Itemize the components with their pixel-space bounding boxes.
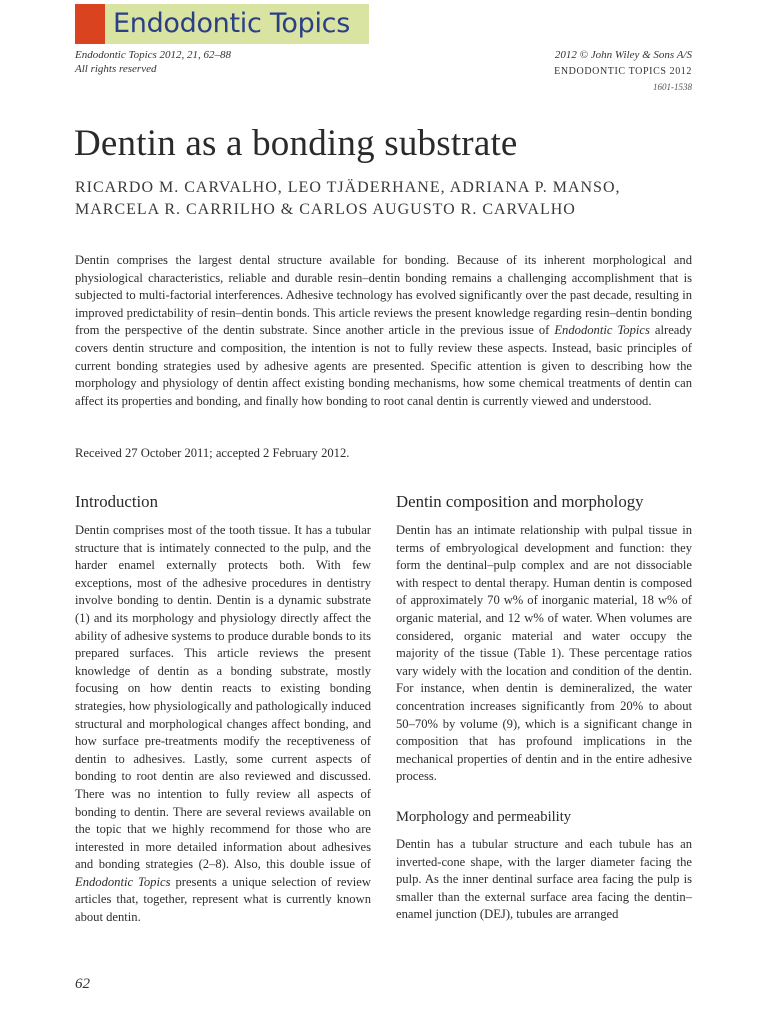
citation: Endodontic Topics 2012, 21, 62–88 [75,49,232,61]
permeability-text: Dentin has a tubular structure and each tubule has an inverted-cone shape, with the larger diameter facing the pulp. As the inner dentinal surface area facing the pulp is smaller than the external surface area facing the dentin–enamel junction (DEJ), tubules are arranged [396,836,692,922]
banner-accent [75,4,105,44]
citation-block [75,48,231,76]
introduction-text [75,522,371,927]
permeability-heading: Morphology and permeability [396,808,572,825]
composition-heading: Dentin composition and morphology [396,492,644,511]
issn: 1601-1538 [653,82,692,92]
left-column [75,492,371,927]
page-number: 62 [75,976,90,992]
article-title: Dentin as a bonding substrate [74,123,518,164]
introduction-text-2: presents a unique selection of review articles that, together, represent what is currently known about dentin. [75,874,371,925]
introduction-text-1: Dentin comprises most of the tooth tissue. It has a tubular structure that is intimately connected to the pulp, and the harder enamel externally protects both. With few exceptions, most of the adhesive procedures in dentistry involve bonding to dentin. Dentin is a dynamic substrate (1) and its morphology and physiology directly affect the ability of adhesive systems to produce durable bonds to its prepared surfaces. This article reviews the present knowledge of dentin as a bonding substrate, mostly focusing on how dentin reacts to existing bonding strategies, how physiologically and pathologically induced structural and morphological changes affect bonding, and how surface pre-treatments modify the receptiveness of dentin to adhesives. Lastly, some current aspects of bonding to root dentin are also reviewed and discussed. There was no intention to fully review all aspects of bonding to dentin. There are several reviews available on the topic that we highly recommend for those who are interested in more detailed information about adhesives and bonding strategies (2–8). Also, this double issue of [75,523,371,872]
right-column [396,492,692,924]
abstract-text-1: Dentin comprises the largest dental structure available for bonding. Because of its inherent morphological and physiological characteristics, reliable and durable resin–dentin bonding remains a challenging accomplishment that is subjected to multi-factorial interferences. Adhesive technology has evolved significantly over the past decade, resulting in improved predictability of resin–dentin bonds. This article reviews the present knowledge regarding resin–dentin bonding from the perspective of the dentin substrate. Since another article in the previous issue of [75,253,692,338]
received-dates: Received 27 October 2011; accepted 2 February 2012. [75,446,350,460]
abstract-text-2: already covers dentin structure and composition, the intention is not to fully review these aspects. Instead, basic principles of current bonding strategies used by adhesive agents are presented. Specific attention is given to describing how the morphology and physiology of dentin affect existing bonding mechanisms, how some chemical treatments of dentin can affect its properties and bonding, and finally how bonding to root canal dentin is currently viewed and understood. [75,323,692,408]
rights-statement: All rights reserved [75,63,157,75]
publisher-block [554,48,692,94]
abstract-journal-ref: Endodontic Topics [554,323,650,338]
journal-banner-title: Endodontic Topics [113,8,350,39]
authors-line-1: RICARDO M. CARVALHO, LEO TJÄDERHANE, ADRIANA P. MANSO, [75,179,621,196]
journal-name: ENDODONTIC TOPICS 2012 [554,66,692,77]
author-list [75,177,715,221]
journal-banner [75,4,369,44]
abstract [75,252,692,410]
copyright: 2012 © John Wiley & Sons A/S [554,49,692,61]
introduction-journal-ref: Endodontic Topics [75,874,171,889]
authors-line-2: MARCELA R. CARRILHO & CARLOS AUGUSTO R. CARVALHO [75,201,576,218]
composition-text: Dentin has an intimate relationship with pulpal tissue in terms of embryological development and function: they form the dentinal–pulp complex and are not dissociable with respect to dental therapy. Human dentin is composed of approximately 70 w% of inorganic material, 18 w% of organic material, and 12 w% of water. When volumes are considered, organic material and water occupy the majority of the tissue (Table 1). These percentage ratios vary widely with the location and condition of the dentin. For instance, when dentin is demineralized, the water concentration increases significantly from 20% to about 50–70% by volume (9), which is a significant change in composition that has profound implications in the mechanical properties of dentin and in the entire adhesive process. [396,523,692,784]
introduction-heading: Introduction [75,492,158,511]
